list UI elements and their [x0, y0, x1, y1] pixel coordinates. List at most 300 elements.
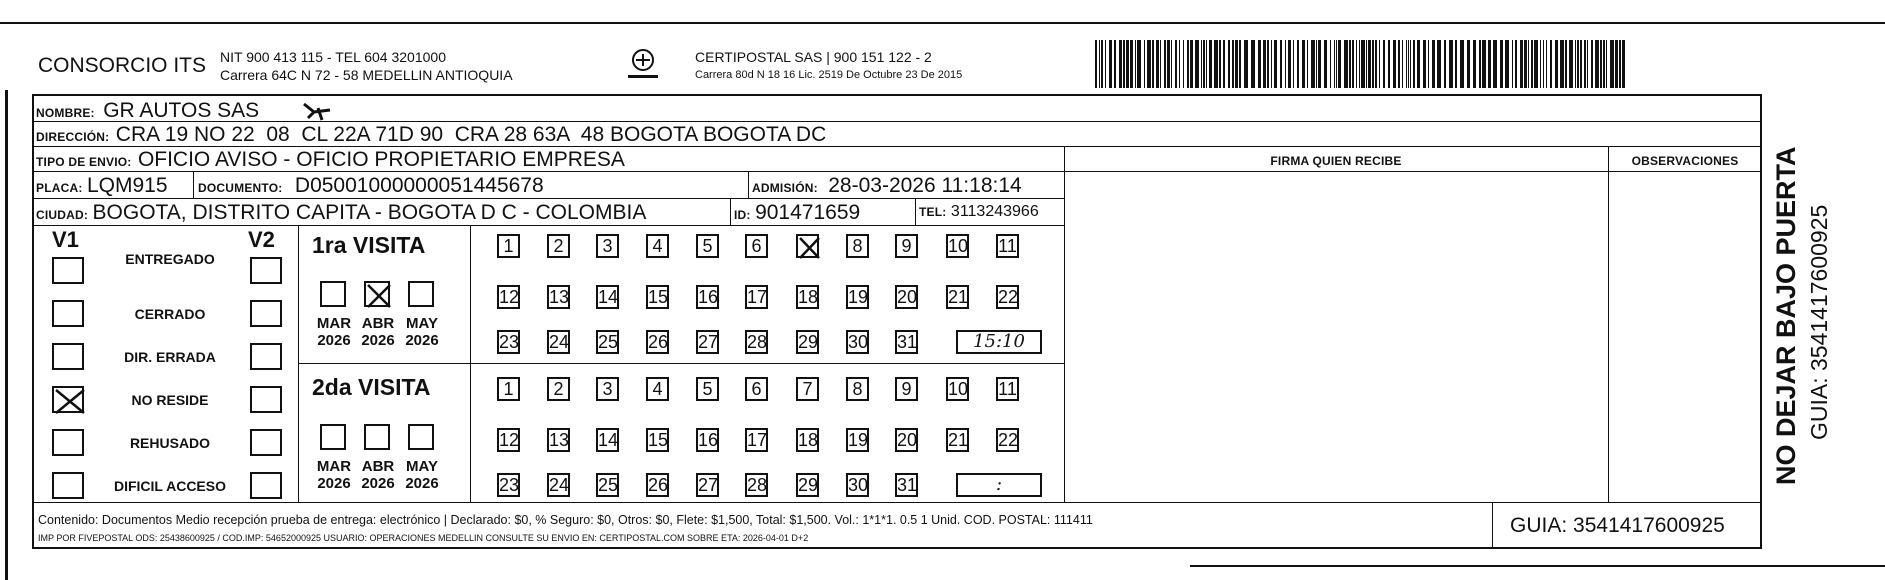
barcode-bar: [1500, 40, 1503, 88]
day-number: 9: [901, 379, 912, 399]
day-number: 23: [499, 475, 520, 495]
day-box[interactable]: [895, 234, 918, 258]
row-divider: [1064, 171, 1762, 172]
barcode-bar: [1123, 40, 1125, 88]
day-number: 3: [602, 236, 613, 256]
barcode-bar: [1126, 40, 1129, 88]
day-number: 2: [553, 236, 564, 256]
nombre-label: NOMBRE:: [36, 106, 95, 120]
status-label: ENTREGADO: [125, 251, 215, 267]
day-box[interactable]: [846, 473, 869, 497]
v2-checkbox[interactable]: [250, 386, 282, 413]
tipo-value: OFICIO AVISO - OFICIO PROPIETARIO EMPRESA: [137, 148, 625, 171]
day-box[interactable]: [596, 473, 619, 497]
tel-value: 3113243966: [950, 203, 1039, 220]
status-label: REHUSADO: [129, 435, 211, 451]
day-number: 31: [897, 475, 918, 495]
barcode-bar: [1195, 40, 1199, 88]
day-box[interactable]: [646, 330, 669, 354]
day-number: 27: [698, 332, 719, 352]
month-checkbox[interactable]: [320, 281, 346, 307]
day-number: 19: [848, 430, 869, 450]
day-number: 24: [549, 332, 570, 352]
barcode-bar: [1297, 40, 1299, 88]
day-number: 1: [503, 236, 514, 256]
day-number: 1: [503, 379, 514, 399]
barcode-bar: [1359, 40, 1360, 88]
day-box[interactable]: [646, 377, 669, 401]
admision-label: ADMISIÓN:: [752, 181, 818, 195]
barcode-bar: [1460, 40, 1464, 88]
barcode-bar: [1603, 40, 1605, 88]
month-checkbox[interactable]: [320, 424, 346, 450]
barcode-bar: [1467, 40, 1470, 88]
barcode-bar: [1402, 40, 1403, 88]
day-box[interactable]: [646, 428, 669, 452]
barcode-bar: [1534, 40, 1538, 88]
time-box[interactable]: [956, 473, 1042, 497]
barcode-bar: [1493, 40, 1497, 88]
id-value: 901471659: [755, 201, 861, 224]
month-label: [400, 315, 444, 349]
barcode-bar: [1311, 40, 1315, 88]
day-number: 3: [602, 379, 613, 399]
month-year: 2026: [317, 475, 351, 492]
barcode-bar: [1437, 40, 1441, 88]
barcode-bar: [1444, 40, 1446, 88]
day-box[interactable]: [745, 330, 768, 354]
barcode-bar: [1610, 40, 1614, 88]
barcode-bar: [1267, 40, 1269, 88]
barcode-bar: [1515, 40, 1517, 88]
barcode-bar: [1595, 40, 1599, 88]
day-box[interactable]: [547, 473, 570, 497]
cell-divider: [193, 171, 194, 198]
v2-checkbox[interactable]: [250, 257, 282, 284]
day-number: 22: [998, 287, 1019, 307]
day-number: 25: [598, 332, 619, 352]
day-number: 30: [848, 475, 869, 495]
day-number: 8: [852, 379, 863, 399]
month-name: MAY: [406, 458, 438, 475]
day-box[interactable]: [796, 330, 819, 354]
day-number: 22: [998, 430, 1019, 450]
documento-cell: [198, 174, 544, 198]
day-number: 26: [648, 332, 669, 352]
col-divider: [1608, 146, 1609, 502]
day-box[interactable]: [497, 285, 520, 309]
left-margin-rule: [5, 90, 8, 580]
barcode-bar: [1543, 40, 1544, 88]
barcode-bar: [1383, 40, 1385, 88]
row-divider: [32, 225, 1064, 226]
admision-cell: [752, 174, 1022, 198]
day-number: 10: [948, 236, 969, 256]
v1-checkbox[interactable]: [52, 386, 84, 413]
documento-value: D05001000000051445678: [294, 174, 544, 197]
v2-checkbox[interactable]: [250, 429, 282, 456]
barcode-bar: [1569, 40, 1573, 88]
month-checkbox[interactable]: [408, 281, 434, 307]
day-number: 17: [747, 287, 768, 307]
barcode-bar: [1488, 40, 1491, 88]
barcode: [1095, 40, 1625, 88]
month-name: ABR: [361, 458, 395, 475]
certipostal-logo: [624, 48, 662, 84]
barcode-bar: [1179, 40, 1180, 88]
day-box[interactable]: [696, 473, 719, 497]
day-box[interactable]: [796, 377, 819, 401]
day-number: 24: [549, 475, 570, 495]
barcode-bar: [1432, 40, 1435, 88]
day-box[interactable]: [895, 428, 918, 452]
day-number: 28: [747, 475, 768, 495]
day-box[interactable]: [895, 285, 918, 309]
barcode-bar: [1152, 40, 1154, 88]
barcode-bar: [1550, 40, 1552, 88]
day-number: 13: [549, 287, 570, 307]
v1-label: V1: [52, 227, 79, 252]
placa-cell: [36, 174, 168, 198]
barcode-bar: [1130, 40, 1133, 88]
barcode-bar: [1318, 40, 1321, 88]
day-box[interactable]: [946, 285, 969, 309]
tel-cell: [919, 203, 1039, 221]
cell-divider: [748, 171, 749, 198]
day-number: 15: [648, 287, 669, 307]
month-year: 2026: [361, 475, 395, 492]
day-box[interactable]: [846, 428, 869, 452]
day-box[interactable]: [547, 428, 570, 452]
ciudad-value: BOGOTA, DISTRITO CAPITA - BOGOTA D C - COLOMBIA: [92, 201, 647, 224]
barcode-bar: [1560, 40, 1564, 88]
v1-checkbox[interactable]: [52, 257, 84, 284]
month-year: 2026: [361, 332, 395, 349]
id-label: ID:: [734, 208, 751, 222]
visit1-title: 1ra VISITA: [312, 232, 426, 258]
barcode-bar: [1307, 40, 1308, 88]
tipo-row: [36, 148, 625, 172]
day-number: 4: [652, 379, 663, 399]
day-number: 16: [698, 287, 719, 307]
barcode-bar: [1316, 40, 1317, 88]
barcode-bar: [1615, 40, 1618, 88]
barcode-bar: [1219, 40, 1221, 88]
day-box[interactable]: [996, 377, 1019, 401]
day-number: 6: [751, 379, 762, 399]
barcode-bar: [1274, 40, 1277, 88]
day-box[interactable]: [497, 473, 520, 497]
barcode-bar: [1228, 40, 1230, 88]
day-box[interactable]: [547, 234, 570, 258]
day-box[interactable]: [547, 330, 570, 354]
month-year: 2026: [405, 475, 439, 492]
barcode-bar: [1336, 40, 1337, 88]
barcode-bar: [1160, 40, 1161, 88]
month-name: MAR: [316, 315, 352, 332]
month-checkbox[interactable]: [408, 424, 434, 450]
day-box[interactable]: [596, 377, 619, 401]
day-box[interactable]: [696, 234, 719, 258]
status-label: CERRADO: [134, 306, 206, 322]
day-box[interactable]: [497, 234, 520, 258]
v1-checkbox[interactable]: [52, 472, 84, 499]
day-number: 4: [652, 236, 663, 256]
day-box[interactable]: [796, 285, 819, 309]
day-box[interactable]: [745, 428, 768, 452]
ciudad-cell: [36, 201, 646, 225]
barcode-bar: [1105, 40, 1106, 88]
day-box[interactable]: [846, 285, 869, 309]
month-name: ABR: [361, 315, 395, 332]
time-box[interactable]: [956, 330, 1042, 354]
day-box[interactable]: [745, 234, 768, 258]
observaciones-header: OBSERVACIONES: [1631, 154, 1739, 168]
barcode-bar: [1101, 40, 1103, 88]
day-box[interactable]: [996, 234, 1019, 258]
day-number: 2: [553, 379, 564, 399]
firma-header: FIRMA QUIEN RECIBE: [1270, 154, 1402, 168]
barcode-bar: [1406, 40, 1407, 88]
barcode-bar: [1555, 40, 1558, 88]
day-box[interactable]: [895, 473, 918, 497]
day-box[interactable]: [745, 473, 768, 497]
day-box[interactable]: [745, 377, 768, 401]
status-label: NO RESIDE: [131, 392, 209, 408]
barcode-bar: [1235, 40, 1238, 88]
month-name: MAY: [406, 315, 438, 332]
month-label: [356, 315, 400, 349]
barcode-bar: [1244, 40, 1248, 88]
day-number: 13: [549, 430, 570, 450]
barcode-bar: [1334, 40, 1335, 88]
barcode-bar: [1203, 40, 1205, 88]
barcode-bar: [1423, 40, 1426, 88]
status-label: DIFICIL ACCESO: [113, 478, 226, 494]
company-name: CONSORCIO ITS: [38, 54, 207, 77]
barcode-bar: [1565, 40, 1567, 88]
day-box[interactable]: [996, 285, 1019, 309]
barcode-bar: [1512, 40, 1513, 88]
barcode-bar: [1428, 40, 1429, 88]
barcode-bar: [1330, 40, 1331, 88]
day-number: 15: [648, 430, 669, 450]
day-box[interactable]: [696, 377, 719, 401]
barcode-bar: [1114, 40, 1116, 88]
day-box[interactable]: [596, 428, 619, 452]
month-label: [312, 315, 356, 349]
barcode-bar: [1280, 40, 1282, 88]
col-divider: [1064, 146, 1065, 502]
month-checkbox[interactable]: [364, 424, 390, 450]
day-number: 11: [998, 379, 1017, 399]
footer-imp: IMP POR FIVEPOSTAL ODS: 25438600925 / COD.IMP: 54652000925 USUARIO: OPERACIONES MEDELLIN CONSULTE SU ENVIO EN: CERTIPOSTAL.COM SOBRE ETA: 2026-04-01 D+2: [38, 533, 809, 543]
v2-label: V2: [248, 227, 275, 252]
barcode-bar: [1408, 40, 1409, 88]
company-address: Carrera 64C N 72 - 58 MEDELLIN ANTIOQUIA: [220, 67, 513, 83]
barcode-bar: [1520, 40, 1523, 88]
barcode-bar: [1187, 40, 1189, 88]
v1-checkbox[interactable]: [52, 343, 84, 370]
cell-divider: [915, 198, 916, 225]
day-box[interactable]: [796, 428, 819, 452]
day-box[interactable]: [596, 234, 619, 258]
barcode-bar: [1156, 40, 1159, 88]
day-number: 29: [798, 475, 819, 495]
row-divider: [32, 198, 1064, 199]
barcode-bar: [1285, 40, 1286, 88]
day-box[interactable]: [895, 330, 918, 354]
day-box[interactable]: [796, 473, 819, 497]
barcode-bar: [1223, 40, 1225, 88]
barcode-bar: [1349, 40, 1351, 88]
row-divider: [32, 121, 1762, 122]
day-number: 14: [598, 287, 619, 307]
day-box[interactable]: [846, 330, 869, 354]
day-box[interactable]: [646, 285, 669, 309]
barcode-bar: [1413, 40, 1415, 88]
barcode-bar: [1135, 40, 1136, 88]
barcode-bar: [1393, 40, 1396, 88]
barcode-bar: [1302, 40, 1305, 88]
barcode-bar: [1206, 40, 1207, 88]
tel-label: TEL:: [919, 205, 947, 219]
barcode-bar: [1171, 40, 1172, 88]
footer-divider: [32, 502, 1762, 503]
day-box[interactable]: [996, 428, 1019, 452]
barcode-bar: [1356, 40, 1357, 88]
side-guia: GUIA: 3541417600925: [1806, 204, 1832, 440]
day-box[interactable]: [646, 234, 669, 258]
day-box[interactable]: [547, 377, 570, 401]
v2-checkbox[interactable]: [250, 343, 282, 370]
placa-label: PLACA:: [36, 181, 83, 195]
day-number: 21: [948, 287, 969, 307]
day-box[interactable]: [547, 285, 570, 309]
day-box[interactable]: [946, 234, 969, 258]
day-box[interactable]: [696, 330, 719, 354]
day-box[interactable]: [946, 377, 969, 401]
barcode-bar: [1449, 40, 1453, 88]
day-box[interactable]: [846, 377, 869, 401]
barcode-bar: [1361, 40, 1365, 88]
barcode-bar: [1167, 40, 1170, 88]
day-box[interactable]: [745, 285, 768, 309]
carrier-name: CERTIPOSTAL SAS | 900 151 122 - 2: [695, 49, 932, 65]
barcode-bar: [1619, 40, 1621, 88]
bottom-rule: [1190, 565, 1885, 567]
top-rule: [0, 22, 1885, 24]
barcode-bar: [1398, 40, 1400, 88]
day-box[interactable]: [646, 473, 669, 497]
v2-checkbox[interactable]: [250, 472, 282, 499]
visit-row-divider: [298, 363, 1064, 364]
footer-guia: GUIA: 3541417600925: [1510, 514, 1725, 537]
month-label: [312, 458, 356, 492]
day-box[interactable]: [596, 285, 619, 309]
barcode-bar: [1606, 40, 1607, 88]
footer-contenido: Contenido: Documentos Medio recepción prueba de entrega: electrónico | Declarado: $0, % Seguro: $0, Otros: $0, Flete: $1,500, Total: $1,500. Vol.: 1*1*1. 0.5 1 Unid. COD. POSTAL: 111411: [38, 513, 1093, 527]
visit-time: :: [995, 474, 1003, 495]
barcode-bar: [1119, 40, 1122, 88]
placa-value: LQM915: [86, 174, 168, 197]
nombre-row: [36, 99, 259, 123]
day-box[interactable]: [946, 428, 969, 452]
day-box[interactable]: [596, 330, 619, 354]
barcode-bar: [1368, 40, 1371, 88]
day-number: 5: [702, 236, 713, 256]
id-cell: [734, 201, 860, 225]
barcode-bar: [1175, 40, 1177, 88]
barcode-bar: [1479, 40, 1481, 88]
day-number: 31: [897, 332, 918, 352]
barcode-bar: [1388, 40, 1390, 88]
barcode-bar: [1366, 40, 1367, 88]
barcode-bar: [1352, 40, 1354, 88]
v1-checkbox[interactable]: [52, 429, 84, 456]
day-box[interactable]: [696, 285, 719, 309]
day-number: 29: [798, 332, 819, 352]
barcode-bar: [1417, 40, 1420, 88]
barcode-bar: [1263, 40, 1266, 88]
day-box[interactable]: [796, 234, 819, 258]
barcode-bar: [1099, 40, 1100, 88]
no-dejar-warning: NO DEJAR BAJO PUERTA: [1771, 146, 1801, 485]
month-checkbox[interactable]: [364, 281, 390, 307]
barcode-bar: [1095, 40, 1097, 88]
footer-cell-divider: [1492, 502, 1493, 549]
day-number: 12: [499, 430, 520, 450]
barcode-bar: [1505, 40, 1509, 88]
day-box[interactable]: [895, 377, 918, 401]
day-box[interactable]: [497, 428, 520, 452]
barcode-bar: [1577, 40, 1579, 88]
day-number: 25: [598, 475, 619, 495]
direccion-label: DIRECCIÓN:: [36, 130, 110, 144]
admision-value: 28-03-2026 11:18:14: [828, 174, 1022, 197]
barcode-bar: [1293, 40, 1294, 88]
barcode-bar: [1258, 40, 1261, 88]
barcode-bar: [1109, 40, 1112, 88]
barcode-bar: [1587, 40, 1588, 88]
barcode-bar: [1344, 40, 1348, 88]
month-label: [356, 458, 400, 492]
day-number: 26: [648, 475, 669, 495]
barcode-bar: [1183, 40, 1184, 88]
day-number: 10: [948, 379, 969, 399]
barcode-bar: [1338, 40, 1341, 88]
visit2-title: 2da VISITA: [312, 374, 431, 400]
barcode-bar: [1288, 40, 1291, 88]
day-box[interactable]: [497, 377, 520, 401]
day-box[interactable]: [846, 234, 869, 258]
v2-checkbox[interactable]: [250, 300, 282, 327]
day-box[interactable]: [497, 330, 520, 354]
barcode-bar: [1600, 40, 1602, 88]
day-number: 11: [998, 236, 1017, 256]
barcode-bar: [1410, 40, 1411, 88]
day-number: 16: [698, 430, 719, 450]
v1-checkbox[interactable]: [52, 300, 84, 327]
cell-divider: [730, 198, 731, 225]
day-number: 17: [747, 430, 768, 450]
barcode-bar: [1473, 40, 1476, 88]
barcode-bar: [1137, 40, 1141, 88]
company-nit: NIT 900 413 115 - TEL 604 3201000: [220, 49, 446, 65]
ciudad-label: CIUDAD:: [36, 208, 89, 222]
day-box[interactable]: [696, 428, 719, 452]
barcode-bar: [1622, 40, 1625, 88]
